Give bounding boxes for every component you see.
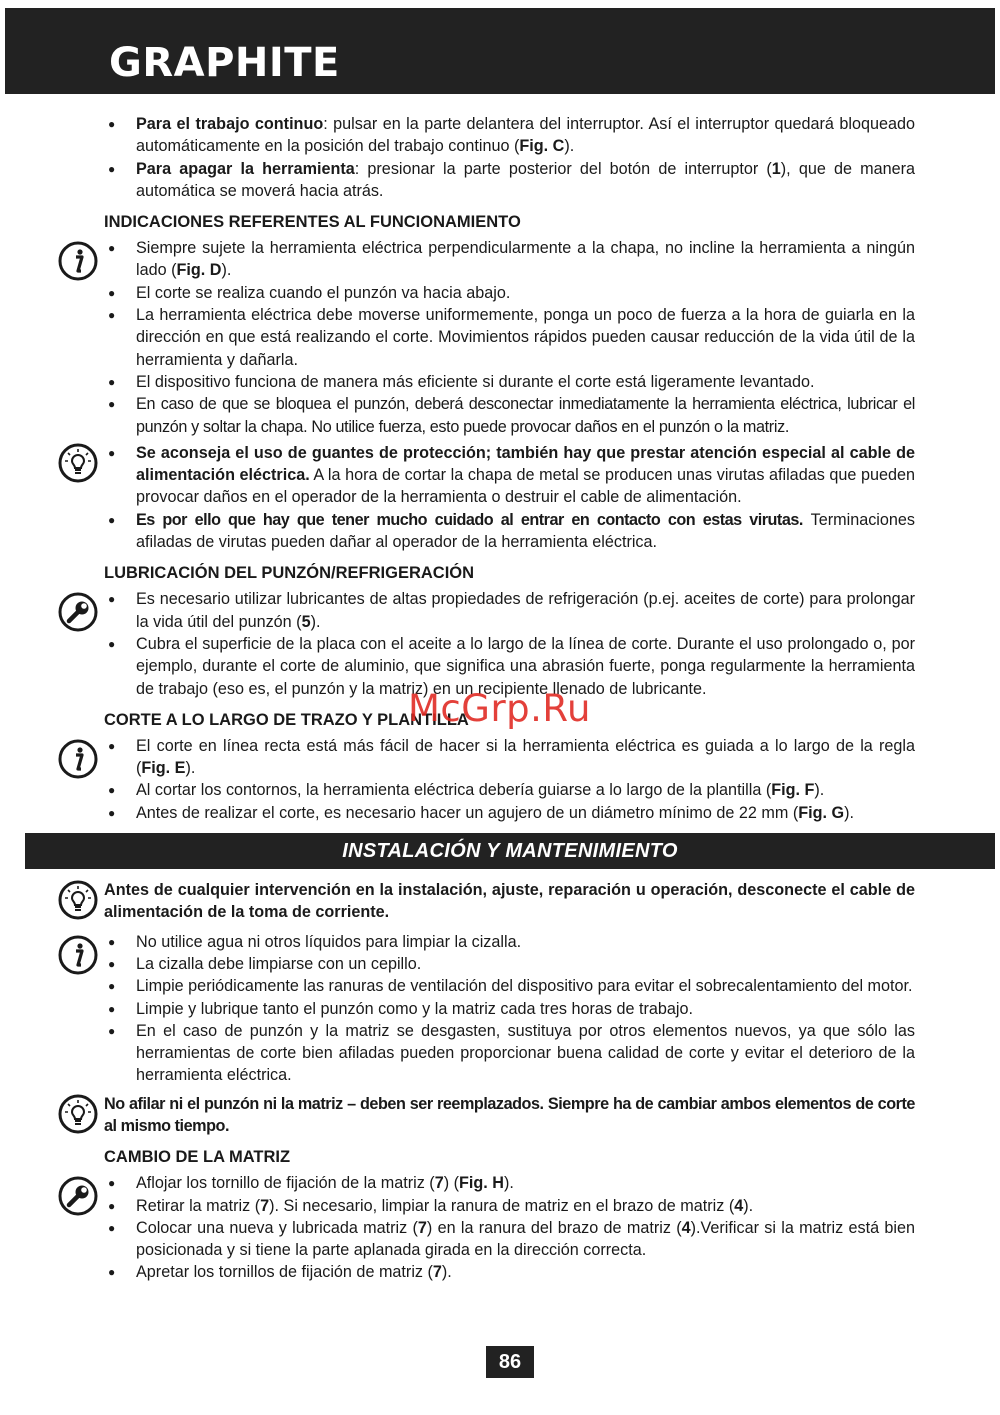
graphite-logo: GRAPHITE	[109, 40, 340, 86]
note-text: No afilar ni el punzón ni la matriz – deben ser reemplazados. Siempre ha de cambiar ambos elementos de corte al mismo tiempo.	[104, 1094, 915, 1135]
section-heading: LUBRICACIÓN DEL PUNZÓN/REFRIGERACIÓN	[104, 564, 475, 583]
list-item: ● Al cortar los contornos, la herramienta eléctrica debería guiarse a lo largo de la plantilla (Fig. F).	[0, 779, 1000, 801]
warning-text: Antes de cualquier intervención en la instalación, ajuste, reparación u operación, desconecte el cable de alimentación de la toma de corriente.	[104, 881, 915, 922]
list-item: ● Se aconseja el uso de guantes de protección; también hay que prestar atención especial al cable de alimentación eléctrica. A la hora de cortar la chapa de metal se producen unas virutas afiladas que pueden provocar daños en el operador de la herramienta o destruir el cable de alimentación.	[0, 442, 1000, 509]
funcionamiento-block	[0, 237, 1000, 438]
list-item: ● En caso de que se bloquea el punzón, deberá desconectar inmediatamente la herramienta eléctrica, lubricar el punzón y soltar la chapa. No utilice fuerza, esto puede provocar daños en el punzón o la matriz.	[0, 393, 1000, 438]
list-item: ● Para apagar la herramienta: presionar la parte posterior del botón de interruptor (1), que de manera automática se moverá hacia atrás.	[0, 158, 1000, 203]
list-item: ● Cubra el superficie de la placa con el aceite a lo largo de la línea de corte. Durante el uso prolongado o, por ejemplo, durante el corte de aluminio, que significa una abrasión fuerte, ponga regularmente la herramienta de trabajo (eso es, el punzón y la matriz) en un recipiente llenado de lubricante.	[0, 633, 1000, 700]
matriz-block	[0, 1172, 1000, 1283]
mantenimiento-block	[0, 931, 1000, 1087]
section-heading: CAMBIO DE LA MATRIZ	[104, 1148, 291, 1167]
header-bar	[5, 8, 995, 94]
list-item: ● El corte en línea recta está más fácil de hacer si la herramienta eléctrica es guiada a lo largo de la regla (Fig. E).	[0, 735, 1000, 780]
tip-block	[0, 442, 1000, 553]
list-item: ● Antes de realizar el corte, es necesario hacer un agujero de un diámetro mínimo de 22 mm (Fig. G).	[0, 802, 1000, 824]
list-item: ● Es por ello que hay que tener mucho cuidado al entrar en contacto con estas virutas. Terminaciones afiladas de virutas pueden dañar al operador de la herramienta eléctrica.	[0, 509, 1000, 554]
section-heading: CORTE A LO LARGO DE TRAZO Y PLANTILLA	[104, 710, 469, 729]
intro-list	[0, 113, 1000, 202]
list-item: ● El dispositivo funciona de manera más eficiente si durante el corte está ligeramente levantado.	[0, 371, 1000, 393]
list-item: ● Para el trabajo continuo: pulsar en la parte delantera del interruptor. Así el interruptor quedará bloqueado automáticamente en la posición del trabajo continuo (Fig. C).	[0, 113, 1000, 158]
list-item: ● El corte se realiza cuando el punzón va hacia abajo.	[0, 282, 1000, 304]
page-number: 86	[486, 1346, 534, 1378]
list-item: ● Limpie y lubrique tanto el punzón como y la matriz cada tres horas de trabajo.	[0, 998, 1000, 1020]
lightbulb-icon	[57, 1093, 99, 1135]
list-item: ● Colocar una nueva y lubricada matriz (7) en la ranura del brazo de matriz (4).Verificar si la matriz está bien posicionada y si tiene la parte aplanada girada en la dirección correcta.	[0, 1217, 1000, 1262]
lightbulb-icon	[57, 879, 99, 921]
list-item: ● Aflojar los tornillo de fijación de la matriz (7) (Fig. H).	[0, 1172, 1000, 1194]
corte-block	[0, 735, 1000, 824]
list-item: ● En el caso de punzón y la matriz se desgasten, sustituya por otros elementos nuevos, ya que sólo las herramientas de corte bien afiladas pueden proporcionar buena calidad de corte y evitar el deterioro de la herramienta eléctrica.	[0, 1020, 1000, 1087]
list-item: ● Limpie periódicamente las ranuras de ventilación del dispositivo para evitar el sobrecalentamiento del motor.	[0, 975, 1000, 997]
section-title: INSTALACIÓN Y MANTENIMIENTO	[342, 840, 678, 863]
watermark: McGrp.Ru	[408, 687, 591, 730]
lubricacion-block	[0, 588, 1000, 699]
section-heading: INDICACIONES REFERENTES AL FUNCIONAMIENTO	[104, 213, 521, 232]
list-item: ● Apretar los tornillos de fijación de matriz (7).	[0, 1261, 1000, 1283]
warning-block	[0, 879, 1000, 924]
list-item: ● Retirar la matriz (7). Si necesario, limpiar la ranura de matriz en el brazo de matriz (4).	[0, 1195, 1000, 1217]
list-item: ● La herramienta eléctrica debe moverse uniformemente, ponga un poco de fuerza a la hora de guiarla en la dirección en que está realizando el corte. Movimientos rápidos pueden causar reducción de la vida útil de la herramienta y dañarla.	[0, 304, 1000, 371]
section-title-bar	[25, 833, 995, 869]
note-block	[0, 1093, 1000, 1138]
list-item: ● No utilice agua ni otros líquidos para limpiar la cizalla.	[0, 931, 1000, 953]
list-item: ● Es necesario utilizar lubricantes de altas propiedades de refrigeración (p.ej. aceites de corte) para prolongar la vida útil del punzón (5).	[0, 588, 1000, 633]
list-item: ● Siempre sujete la herramienta eléctrica perpendicularmente a la chapa, no incline la herramienta a ningún lado (Fig. D).	[0, 237, 1000, 282]
list-item: ● La cizalla debe limpiarse con un cepillo.	[0, 953, 1000, 975]
